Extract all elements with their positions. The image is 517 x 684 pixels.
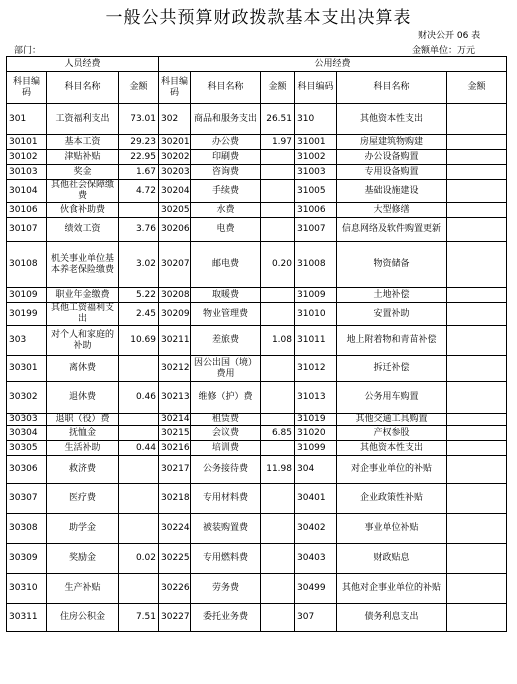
table-row [7,165,507,180]
header-name: 科目名称 [337,72,447,104]
row-amount [447,104,507,135]
row-name: 公务接待费 [191,456,261,484]
table-row [7,356,507,382]
row-code: 31020 [295,426,337,441]
row-amount [261,604,295,632]
table-title: 一般公共预算财政拨款基本支出决算表 [105,8,412,28]
row-name: 产权参股 [337,426,447,441]
row-code: 30208 [159,288,191,303]
row-name: 企业政策性补贴 [337,484,447,514]
row-name: 安置补助 [337,303,447,326]
row-name: 奖励金 [47,544,119,574]
row-name: 大型修缮 [337,203,447,218]
row-code: 30102 [7,150,47,165]
header-code: 科目编码 [295,72,337,104]
row-amount [447,514,507,544]
row-name: 工资福利支出 [47,104,119,135]
row-amount [261,303,295,326]
row-name: 商品和服务支出 [191,104,261,135]
row-amount [447,382,507,414]
row-amount [447,426,507,441]
row-code: 31009 [295,288,337,303]
row-code: 30499 [295,574,337,604]
row-name: 生活补助 [47,441,119,456]
row-name: 其他资本性支出 [337,104,447,135]
row-amount [119,203,159,218]
row-amount [261,203,295,218]
row-name: 专用材料费 [191,484,261,514]
row-amount [447,484,507,514]
row-amount: 1.08 [261,326,295,356]
row-name: 租赁费 [191,414,261,426]
row-code: 30304 [7,426,47,441]
row-code: 30101 [7,135,47,150]
row-code: 30104 [7,180,47,203]
row-name: 机关事业单位基本养老保险缴费 [47,242,119,288]
row-name: 医疗费 [47,484,119,514]
row-name: 邮电费 [191,242,261,288]
row-code: 31019 [295,414,337,426]
row-code: 30402 [295,514,337,544]
row-name: 基本工资 [47,135,119,150]
header-amount: 金额 [119,72,159,104]
row-amount [261,218,295,242]
header-name: 科目名称 [47,72,119,104]
row-code: 31007 [295,218,337,242]
row-name: 水费 [191,203,261,218]
row-name: 其他对企事业单位的补贴 [337,574,447,604]
row-amount [119,456,159,484]
table-row [7,574,507,604]
row-name: 咨询费 [191,165,261,180]
row-amount: 0.20 [261,242,295,288]
row-amount [447,544,507,574]
table-row [7,604,507,632]
row-name: 抚恤金 [47,426,119,441]
budget-table [6,56,507,632]
row-amount [447,356,507,382]
row-code: 30305 [7,441,47,456]
row-name: 专用燃料费 [191,544,261,574]
row-code: 30103 [7,165,47,180]
row-name: 地上附着物和青苗补偿 [337,326,447,356]
row-amount [261,288,295,303]
header-amount: 金额 [261,72,295,104]
row-amount: 3.02 [119,242,159,288]
row-amount [447,135,507,150]
table-row [7,135,507,150]
row-name: 其他工资福利支出 [47,303,119,326]
row-amount [447,441,507,456]
row-code: 30311 [7,604,47,632]
row-name: 印刷费 [191,150,261,165]
group-header-public: 公用经费 [159,57,507,72]
row-code: 30199 [7,303,47,326]
row-amount [447,574,507,604]
row-code: 30106 [7,203,47,218]
table-row [7,484,507,514]
row-amount [119,514,159,544]
row-name: 救济费 [47,456,119,484]
row-name: 离休费 [47,356,119,382]
row-code: 31011 [295,326,337,356]
row-amount: 6.85 [261,426,295,441]
row-code: 30201 [159,135,191,150]
row-amount: 26.51 [261,104,295,135]
row-code: 303 [7,326,47,356]
row-code: 30301 [7,356,47,382]
row-code: 30213 [159,382,191,414]
row-code: 31002 [295,150,337,165]
row-amount [119,574,159,604]
row-amount [447,326,507,356]
row-name: 助学金 [47,514,119,544]
table-row [7,303,507,326]
row-name: 财政贴息 [337,544,447,574]
row-name: 债务利息支出 [337,604,447,632]
row-amount [261,574,295,604]
row-amount: 2.45 [119,303,159,326]
row-amount [447,203,507,218]
row-code: 31012 [295,356,337,382]
row-name: 培训费 [191,441,261,456]
row-name: 因公出国（境）费用 [191,356,261,382]
row-name: 奖金 [47,165,119,180]
row-amount [447,303,507,326]
row-code: 31013 [295,382,337,414]
row-code: 30206 [159,218,191,242]
row-code: 30302 [7,382,47,414]
row-amount [119,414,159,426]
row-name: 拆迁补偿 [337,356,447,382]
row-amount [261,382,295,414]
row-name: 手续费 [191,180,261,203]
row-code: 301 [7,104,47,135]
row-name: 办公费 [191,135,261,150]
row-name: 公务用车购置 [337,382,447,414]
row-code: 30209 [159,303,191,326]
row-code: 30212 [159,356,191,382]
row-name: 生产补贴 [47,574,119,604]
row-name: 其他交通工具购置 [337,414,447,426]
row-name: 委托业务费 [191,604,261,632]
row-code: 30224 [159,514,191,544]
row-code: 310 [295,104,337,135]
row-code: 30227 [159,604,191,632]
row-code: 31010 [295,303,337,326]
row-amount: 22.95 [119,150,159,165]
row-code: 30211 [159,326,191,356]
row-code: 30310 [7,574,47,604]
row-amount [261,165,295,180]
row-amount: 1.97 [261,135,295,150]
row-amount [447,288,507,303]
row-name: 电费 [191,218,261,242]
row-name: 基础设施建设 [337,180,447,203]
row-amount [447,150,507,165]
header-code: 科目编码 [159,72,191,104]
row-code: 30204 [159,180,191,203]
table-row [7,218,507,242]
row-name: 房屋建筑物购建 [337,135,447,150]
row-name: 劳务费 [191,574,261,604]
row-code: 30215 [159,426,191,441]
table-row [7,514,507,544]
amount-unit: 金额单位：万元 [412,46,476,56]
row-name: 绩效工资 [47,218,119,242]
row-name: 退休费 [47,382,119,414]
row-amount: 3.76 [119,218,159,242]
row-amount [261,484,295,514]
row-amount [447,456,507,484]
row-code: 30217 [159,456,191,484]
row-code: 30205 [159,203,191,218]
row-amount: 7.51 [119,604,159,632]
row-name: 维修（护）费 [191,382,261,414]
row-name: 伙食补助费 [47,203,119,218]
table-row [7,456,507,484]
row-name: 会议费 [191,426,261,441]
row-amount: 4.72 [119,180,159,203]
row-code: 30218 [159,484,191,514]
row-code: 30226 [159,574,191,604]
row-name: 对个人和家庭的补助 [47,326,119,356]
table-row [7,544,507,574]
table-row [7,203,507,218]
row-code: 30303 [7,414,47,426]
row-amount: 5.22 [119,288,159,303]
row-code: 307 [295,604,337,632]
row-amount [119,426,159,441]
form-number: 财决公开 06 表 [418,31,481,41]
row-amount: 0.46 [119,382,159,414]
row-name: 职业年金缴费 [47,288,119,303]
row-name: 办公设备购置 [337,150,447,165]
row-amount [119,484,159,514]
department-label: 部门： [14,46,42,56]
row-amount: 0.44 [119,441,159,456]
row-code: 30309 [7,544,47,574]
row-name: 其他资本性支出 [337,441,447,456]
row-name: 物资储备 [337,242,447,288]
row-name: 专用设备购置 [337,165,447,180]
table-row [7,326,507,356]
row-amount [447,180,507,203]
row-code: 30308 [7,514,47,544]
header-code: 科目编码 [7,72,47,104]
row-name: 退职（役）费 [47,414,119,426]
row-code: 30225 [159,544,191,574]
row-amount [261,356,295,382]
row-amount [447,242,507,288]
row-amount: 11.98 [261,456,295,484]
row-amount [261,414,295,426]
row-amount [261,180,295,203]
row-code: 30216 [159,441,191,456]
table-row [7,150,507,165]
row-code: 31003 [295,165,337,180]
row-code: 31005 [295,180,337,203]
row-code: 304 [295,456,337,484]
row-code: 30403 [295,544,337,574]
row-code: 30401 [295,484,337,514]
table-row [7,288,507,303]
row-name: 事业单位补贴 [337,514,447,544]
row-code: 31099 [295,441,337,456]
row-name: 土地补偿 [337,288,447,303]
row-amount [447,604,507,632]
row-name: 差旅费 [191,326,261,356]
row-amount [447,165,507,180]
row-amount [261,514,295,544]
row-code: 302 [159,104,191,135]
table-row [7,382,507,414]
header-amount: 金额 [447,72,507,104]
row-amount [261,544,295,574]
group-header-personnel: 人员经费 [7,57,159,72]
row-code: 30108 [7,242,47,288]
row-code: 30107 [7,218,47,242]
row-name: 津贴补贴 [47,150,119,165]
row-amount: 29.23 [119,135,159,150]
row-code: 31008 [295,242,337,288]
row-name: 物业管理费 [191,303,261,326]
row-code: 31001 [295,135,337,150]
table-row [7,414,507,426]
row-amount [119,356,159,382]
row-amount: 0.02 [119,544,159,574]
row-name: 被装购置费 [191,514,261,544]
row-name: 对企事业单位的补贴 [337,456,447,484]
header-name: 科目名称 [191,72,261,104]
table-row [7,242,507,288]
table-row [7,426,507,441]
row-amount: 10.69 [119,326,159,356]
row-code: 30214 [159,414,191,426]
table-row [7,441,507,456]
row-amount: 73.01 [119,104,159,135]
row-code: 30203 [159,165,191,180]
row-code: 30207 [159,242,191,288]
row-code: 30109 [7,288,47,303]
row-amount [261,150,295,165]
row-name: 住房公积金 [47,604,119,632]
row-amount: 1.67 [119,165,159,180]
row-name: 信息网络及软件购置更新 [337,218,447,242]
row-code: 30306 [7,456,47,484]
row-name: 取暖费 [191,288,261,303]
table-row [7,180,507,203]
row-name: 其他社会保障缴费 [47,180,119,203]
row-code: 31006 [295,203,337,218]
row-code: 30307 [7,484,47,514]
row-code: 30202 [159,150,191,165]
row-amount [447,218,507,242]
table-row [7,104,507,135]
row-amount [261,441,295,456]
row-amount [447,414,507,426]
